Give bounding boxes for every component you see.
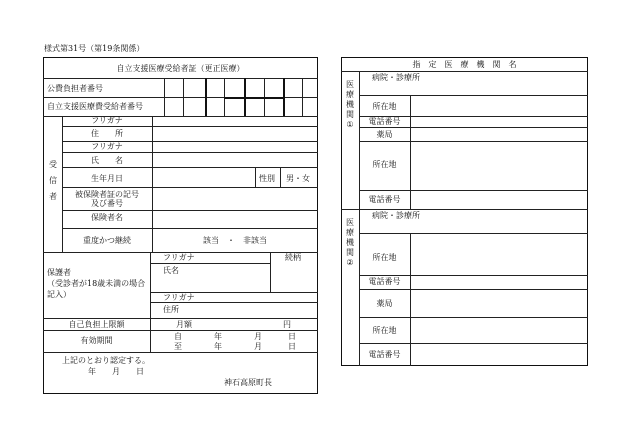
form-label: 様式第31号（第19条関係） (44, 44, 145, 53)
pharmacy-location-label-1: 所在地 (372, 160, 397, 169)
insurer-name-label: 保険者名 (91, 213, 123, 222)
institution-1-label: 医 療 機 関 ① (346, 80, 354, 129)
recipient-label: 受 信 者 (49, 160, 57, 201)
pharmacy-label-2: 薬局 (376, 299, 393, 308)
name-label: 氏 名 (91, 156, 123, 165)
phone-label-2: 電話番号 (368, 277, 401, 286)
pharmacy-label-1: 薬局 (376, 130, 393, 139)
guardian-note: （受診者が18歳未満の場合 (47, 279, 146, 288)
location-label-2: 所在地 (372, 253, 397, 262)
guardian-address-label: 住所 (163, 305, 179, 314)
insurance-number-label-2: 及び番号 (91, 199, 123, 208)
institution-title: 指 定 医 療 機 関 名 (412, 60, 517, 69)
guardian-furigana-label-2: フリガナ (163, 293, 195, 302)
pharmacy-phone-label-2: 電話番号 (368, 350, 401, 359)
address-label: 住 所 (91, 129, 123, 138)
from-day: 日 (288, 332, 296, 341)
furigana-label: フリガナ (91, 116, 123, 125)
monthly-label: 月額 (176, 320, 192, 329)
to-label: 至 (174, 342, 182, 351)
severe-continuous-label: 重度かつ継続 (83, 236, 131, 245)
yen-label: 円 (283, 320, 291, 329)
guardian-note-2: 記入） (47, 290, 71, 299)
location-label-1: 所在地 (372, 102, 397, 111)
guardian-name-label: 氏名 (163, 266, 179, 275)
sex-value: 男・女 (286, 174, 310, 183)
hospital-label-2: 病院・診療所 (372, 211, 420, 220)
guardian-relation-label: 続柄 (285, 253, 301, 262)
phone-label-1: 電話番号 (368, 117, 401, 126)
sex-label: 性別 (259, 174, 275, 183)
from-label: 自 (174, 332, 182, 341)
to-year: 年 (214, 342, 222, 351)
certificate-title: 自立支援医療受給者証（更正医療） (116, 64, 245, 73)
certification-text: 上記のとおり認定する。 (62, 356, 150, 365)
guardian-furigana-label: フリガナ (163, 253, 195, 262)
from-year: 年 (214, 332, 222, 341)
hospital-label-1: 病院・診療所 (372, 73, 420, 82)
valid-period-label: 有効期間 (80, 336, 113, 345)
severe-continuous-value: 該当 ・ 非該当 (203, 236, 267, 245)
to-day: 日 (288, 342, 296, 351)
guardian-label: 保護者 (47, 268, 71, 277)
payer-number-label: 公費負担者番号 (47, 84, 103, 93)
from-month: 月 (254, 332, 262, 341)
pharmacy-location-label-2: 所在地 (372, 326, 397, 335)
certification-date: 年 月 日 (88, 367, 144, 376)
birthdate-label: 生年月日 (91, 174, 123, 183)
furigana-label-2: フリガナ (91, 142, 123, 151)
insurance-number-label-1: 被保険者証の記号 (75, 190, 139, 199)
copay-limit-label: 自己負担上限額 (68, 320, 125, 329)
institution-2-label: 医 療 機 関 ② (346, 218, 354, 267)
issuer-name: 神石高原町長 (224, 378, 272, 387)
to-month: 月 (254, 342, 262, 351)
recipient-number-label: 自立支援医療費受給者番号 (47, 102, 143, 111)
pharmacy-phone-label-1: 電話番号 (368, 195, 401, 204)
